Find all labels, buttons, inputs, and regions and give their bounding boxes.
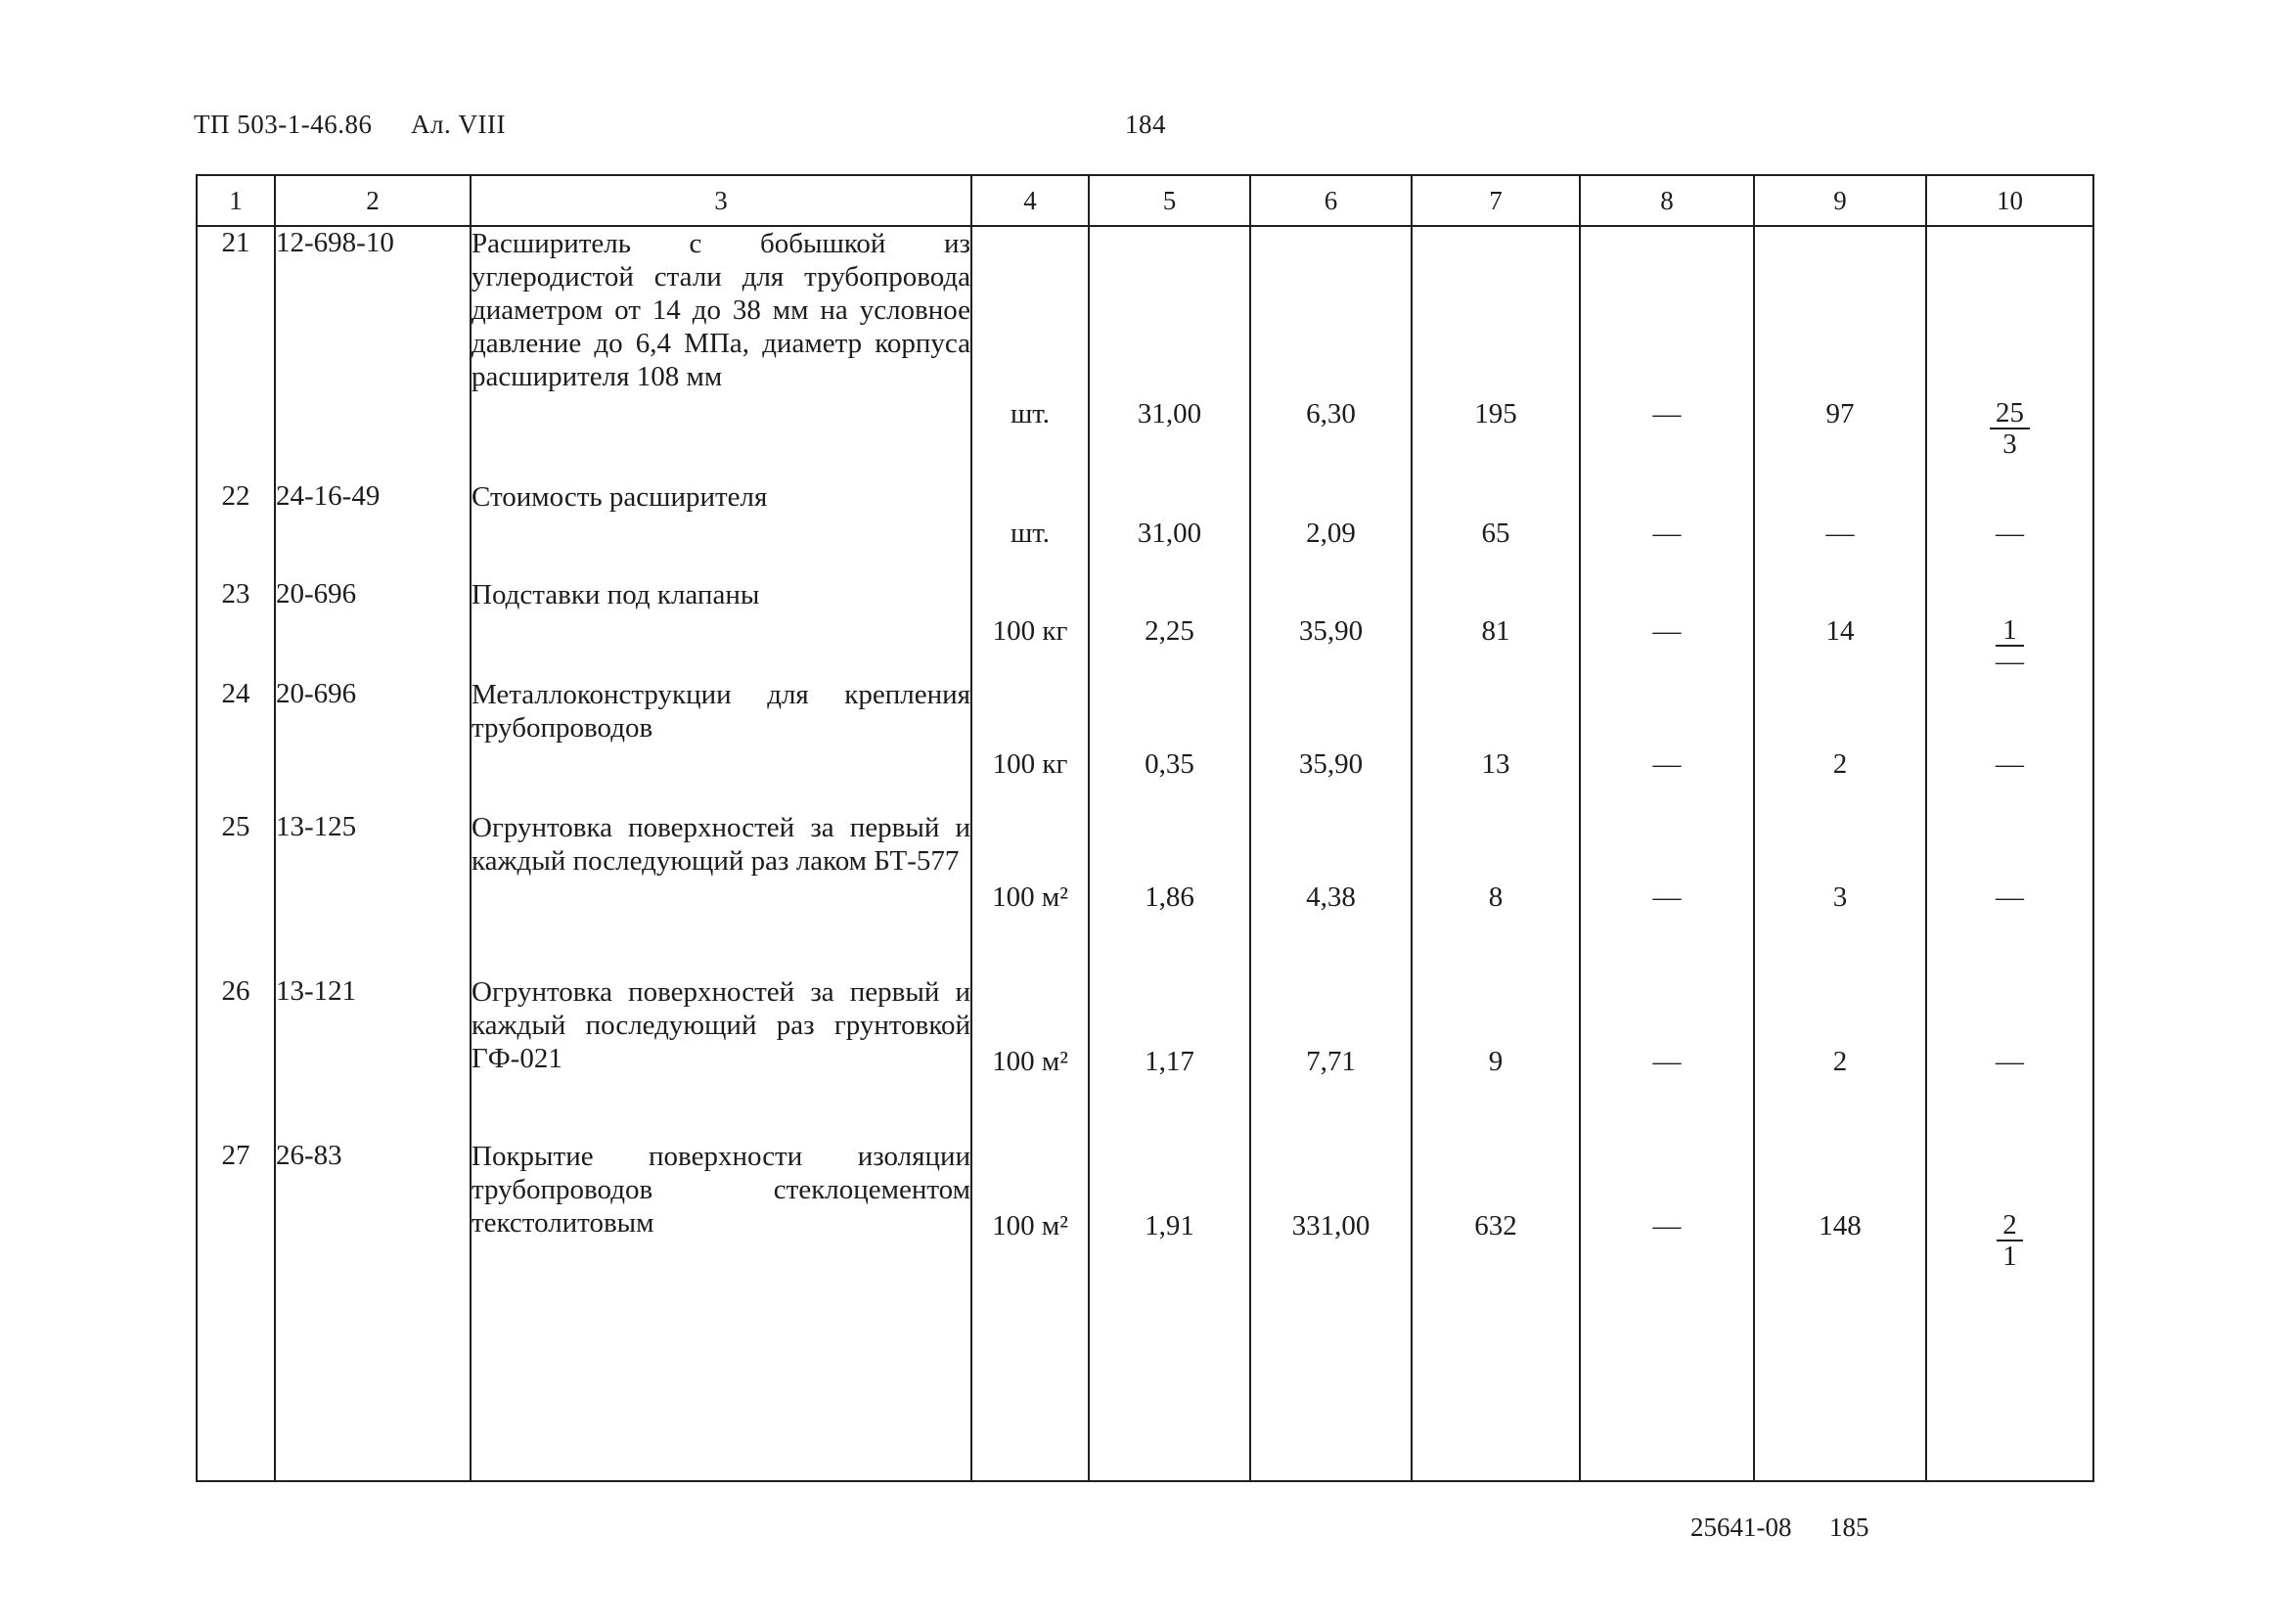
rate-code: 13-125 <box>275 811 471 975</box>
cell-col8: — <box>1580 1140 1754 1481</box>
column-header: 10 <box>1926 175 2093 226</box>
cell-col10: — <box>1926 975 2093 1140</box>
rate-code: 13-121 <box>275 975 471 1140</box>
cell-col7: 81 <box>1412 578 1580 678</box>
cell-col6: 2,09 <box>1250 480 1412 578</box>
table-row <box>197 975 2093 1140</box>
column-header: 1 <box>197 175 275 226</box>
table-row <box>197 1140 2093 1481</box>
cell-col10: — <box>1926 811 2093 975</box>
row-number: 25 <box>197 811 275 975</box>
row-number: 24 <box>197 678 275 811</box>
cell-col7: 8 <box>1412 811 1580 975</box>
page-number: 184 <box>1125 110 1166 139</box>
table-row <box>197 811 2093 975</box>
cell-col7: 13 <box>1412 678 1580 811</box>
fraction-numerator: 25 <box>1990 398 2030 429</box>
cell-col6: 6,30 <box>1250 226 1412 480</box>
cell-col6: 4,38 <box>1250 811 1412 975</box>
column-header: 4 <box>971 175 1089 226</box>
footer-page-number: 185 <box>1829 1512 1869 1542</box>
cell-col8: — <box>1580 226 1754 480</box>
fraction <box>1996 615 2024 676</box>
cell-col8: — <box>1580 578 1754 678</box>
cell-col9: 3 <box>1754 811 1926 975</box>
estimate-table <box>196 174 2094 1482</box>
unit: 100 кг <box>971 678 1089 811</box>
work-description: Покрытие поверхности изоляции трубопроводов стеклоцементом текстолитовым <box>471 1140 971 1481</box>
unit: 100 м² <box>971 1140 1089 1481</box>
column-header: 8 <box>1580 175 1754 226</box>
fraction <box>1990 398 2030 459</box>
fraction-denominator: 1 <box>2002 1241 2017 1272</box>
cell-col5: 31,00 <box>1089 226 1250 480</box>
row-number: 21 <box>197 226 275 480</box>
footer-document-number: 25641-08 <box>1690 1512 1792 1542</box>
cell-col9: 148 <box>1754 1140 1926 1481</box>
cell-col10: — <box>1926 678 2093 811</box>
cell-col7: 9 <box>1412 975 1580 1140</box>
unit: 100 м² <box>971 811 1089 975</box>
fraction-numerator: 1 <box>1996 615 2024 647</box>
cell-col8: — <box>1580 811 1754 975</box>
cell-col10 <box>1926 578 2093 678</box>
cell-col5: 1,86 <box>1089 811 1250 975</box>
work-description: Подставки под клапаны <box>471 578 971 678</box>
cell-col5: 2,25 <box>1089 578 1250 678</box>
cell-col8: — <box>1580 678 1754 811</box>
rate-code: 20-696 <box>275 678 471 811</box>
cell-col10 <box>1926 226 2093 480</box>
table-row <box>197 226 2093 480</box>
rate-code: 12-698-10 <box>275 226 471 480</box>
table-row <box>197 578 2093 678</box>
cell-col5: 1,91 <box>1089 1140 1250 1481</box>
cell-col9: 14 <box>1754 578 1926 678</box>
column-number-row <box>197 175 2093 226</box>
rate-code: 24-16-49 <box>275 480 471 578</box>
work-description: Стоимость расширителя <box>471 480 971 578</box>
column-header: 2 <box>275 175 471 226</box>
fraction-numerator: 2 <box>1997 1210 2023 1241</box>
cell-col6: 7,71 <box>1250 975 1412 1140</box>
cell-col5: 0,35 <box>1089 678 1250 811</box>
column-header: 5 <box>1089 175 1250 226</box>
fraction-denominator: 3 <box>2002 429 2017 460</box>
column-header: 7 <box>1412 175 1580 226</box>
document-code: ТП 503-1-46.86 <box>194 110 373 139</box>
cell-col8: — <box>1580 480 1754 578</box>
work-description: Огрунтовка поверхностей за первый и каждый последующий раз лаком БТ-577 <box>471 811 971 975</box>
cell-col9: 2 <box>1754 678 1926 811</box>
work-description: Расширитель с бобышкой из углеродистой стали для трубопровода диаметром от 14 до 38 мм на условное давление до 6,4 МПа, диаметр корпуса расширителя 108 мм <box>471 226 971 480</box>
row-number: 26 <box>197 975 275 1140</box>
row-number: 22 <box>197 480 275 578</box>
row-number: 27 <box>197 1140 275 1481</box>
cell-col5: 1,17 <box>1089 975 1250 1140</box>
unit: шт. <box>971 480 1089 578</box>
column-header: 3 <box>471 175 971 226</box>
cell-col10: — <box>1926 480 2093 578</box>
table-row <box>197 480 2093 578</box>
column-header: 6 <box>1250 175 1412 226</box>
table-row <box>197 678 2093 811</box>
work-description: Металлоконструкции для крепления трубопроводов <box>471 678 971 811</box>
cell-col6: 331,00 <box>1250 1140 1412 1481</box>
unit: 100 м² <box>971 975 1089 1140</box>
fraction <box>1997 1210 2023 1271</box>
cell-col6: 35,90 <box>1250 678 1412 811</box>
cell-col7: 195 <box>1412 226 1580 480</box>
rate-code: 26-83 <box>275 1140 471 1481</box>
rate-code: 20-696 <box>275 578 471 678</box>
column-header: 9 <box>1754 175 1926 226</box>
cell-col9: 2 <box>1754 975 1926 1140</box>
row-number: 23 <box>197 578 275 678</box>
cell-col7: 632 <box>1412 1140 1580 1481</box>
cell-col9: 97 <box>1754 226 1926 480</box>
cell-col7: 65 <box>1412 480 1580 578</box>
work-description: Огрунтовка поверхностей за первый и каждый последующий раз грунтовкой ГФ-021 <box>471 975 971 1140</box>
cell-col6: 35,90 <box>1250 578 1412 678</box>
cell-col10 <box>1926 1140 2093 1481</box>
cell-col9: — <box>1754 480 1926 578</box>
unit: шт. <box>971 226 1089 480</box>
cell-col5: 31,00 <box>1089 480 1250 578</box>
cell-col8: — <box>1580 975 1754 1140</box>
unit: 100 кг <box>971 578 1089 678</box>
sheet-label: Ал. VIII <box>411 110 506 139</box>
fraction-denominator: — <box>1996 646 2024 677</box>
